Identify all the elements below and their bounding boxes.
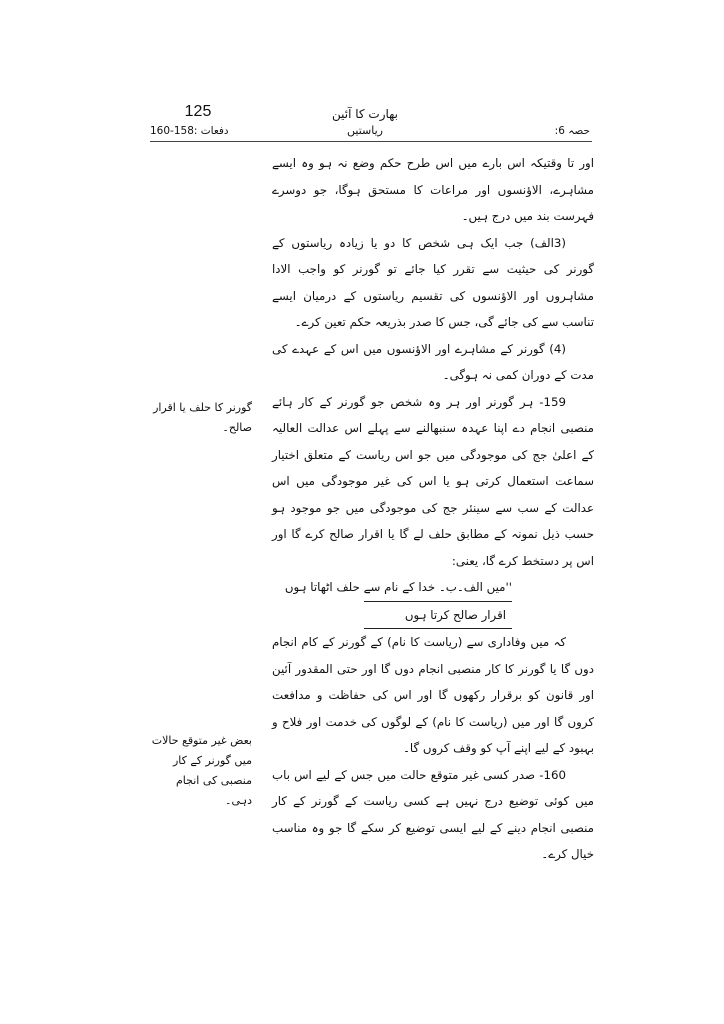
paragraph-article-160: 160- صدر کسی غیر متوقع حالت میں جس کے لیے اس باب میں کوئی توضیع درج نہیں ہے کسی ریاست کے گورنر کے کار منصبی انجام دینے کے لیے ایسی توضیع کر سکے گا جو وہ مناسب خیال کرے۔ bbox=[272, 767, 594, 861]
paragraph-continued: اور تا وقتیکہ اس بارے میں اس طرح حکم وضع نہ ہو وہ ایسے مشاہرے، الاؤنسوں اور مراعات کا مستحق ہوگا، جو دوسرے فہرست بند میں درج ہیں۔ bbox=[272, 156, 594, 223]
chapter-title: ریاستیں bbox=[347, 124, 383, 137]
header-divider bbox=[150, 141, 592, 142]
side-note-emergency: بعض غیر متوقع حالات میں گورنر کے کار منصبی کی انجام دہی۔ bbox=[151, 734, 252, 807]
paragraph-article-159: 159- ہر گورنر اور ہر وہ شخص جو گورنر کے کار ہائے منصبی انجام دے اپنا عہدہ سنبھالنے سے پہلے اس عدالت العالیہ کے اعلیٰ جج کی موجودگی میں جو اس ریاست کے متعلق اختیار سماعت استعمال کرتی ہو یا اس کی غیر موجودگی میں اس عدالت کے سب سے سینئر جج کی موجودگی میں جو موجود ہو حسب ذیل نمونہ کے مطابق حلف لے گا یا اقرار صالح کرے گا اور اس پر دستخط کرے گا، یعنی: bbox=[272, 394, 594, 568]
part-reference: حصہ 6: bbox=[554, 125, 590, 137]
paragraph-clause-4: (4) گورنر کے مشاہرے اور الاؤنسوں میں اس کے عہدے کی مدت کے دوران کمی نہ ہوگی۔ bbox=[272, 341, 594, 382]
book-title: بھارت کا آئین bbox=[331, 107, 399, 121]
paragraph-clause-3a: (3الف) جب ایک ہی شخص کا دو یا زیادہ ریاستوں کے گورنر کی حیثیت سے تقرر کیا جائے تو گورنر کو واجب الادا مشاہروں اور الاؤنسوں کی تقسیم ریاستوں کے درمیان ایسے تناسب سے کی جائے گی، جس کا صدر بذریعہ حکم تعین کرے۔ bbox=[272, 235, 594, 329]
oath-line-swear: ''میں الف۔ب۔ خدا کے نام سے حلف اٹھاتا ہوں bbox=[364, 574, 512, 602]
main-text-column bbox=[272, 150, 594, 868]
articles-reference: دفعات :158-160 bbox=[150, 125, 229, 137]
oath-form bbox=[284, 574, 512, 629]
oath-line-affirm: اقرار صالح کرتا ہوں bbox=[364, 602, 512, 630]
paragraph-oath-text: کہ میں وفاداری سے (ریاست کا نام) کے گورنر کے کام انجام دوں گا یا گورنر کا کار منصبی انجام دوں گا اور حتی المقدور آئین اور قانون کو برقرار رکھوں گا اور اس کی حفاظت و مدافعت کروں گا اور میں (ریاست کا نام) کے لوگوں کی خدمت اور فلاح و بہبود کے لیے اپنے آپ کو وقف کروں گا۔ bbox=[272, 635, 594, 755]
side-note-oath: گورنر کا حلف یا اقرار صالح۔ bbox=[153, 401, 252, 434]
page-number: 125 bbox=[184, 103, 212, 120]
